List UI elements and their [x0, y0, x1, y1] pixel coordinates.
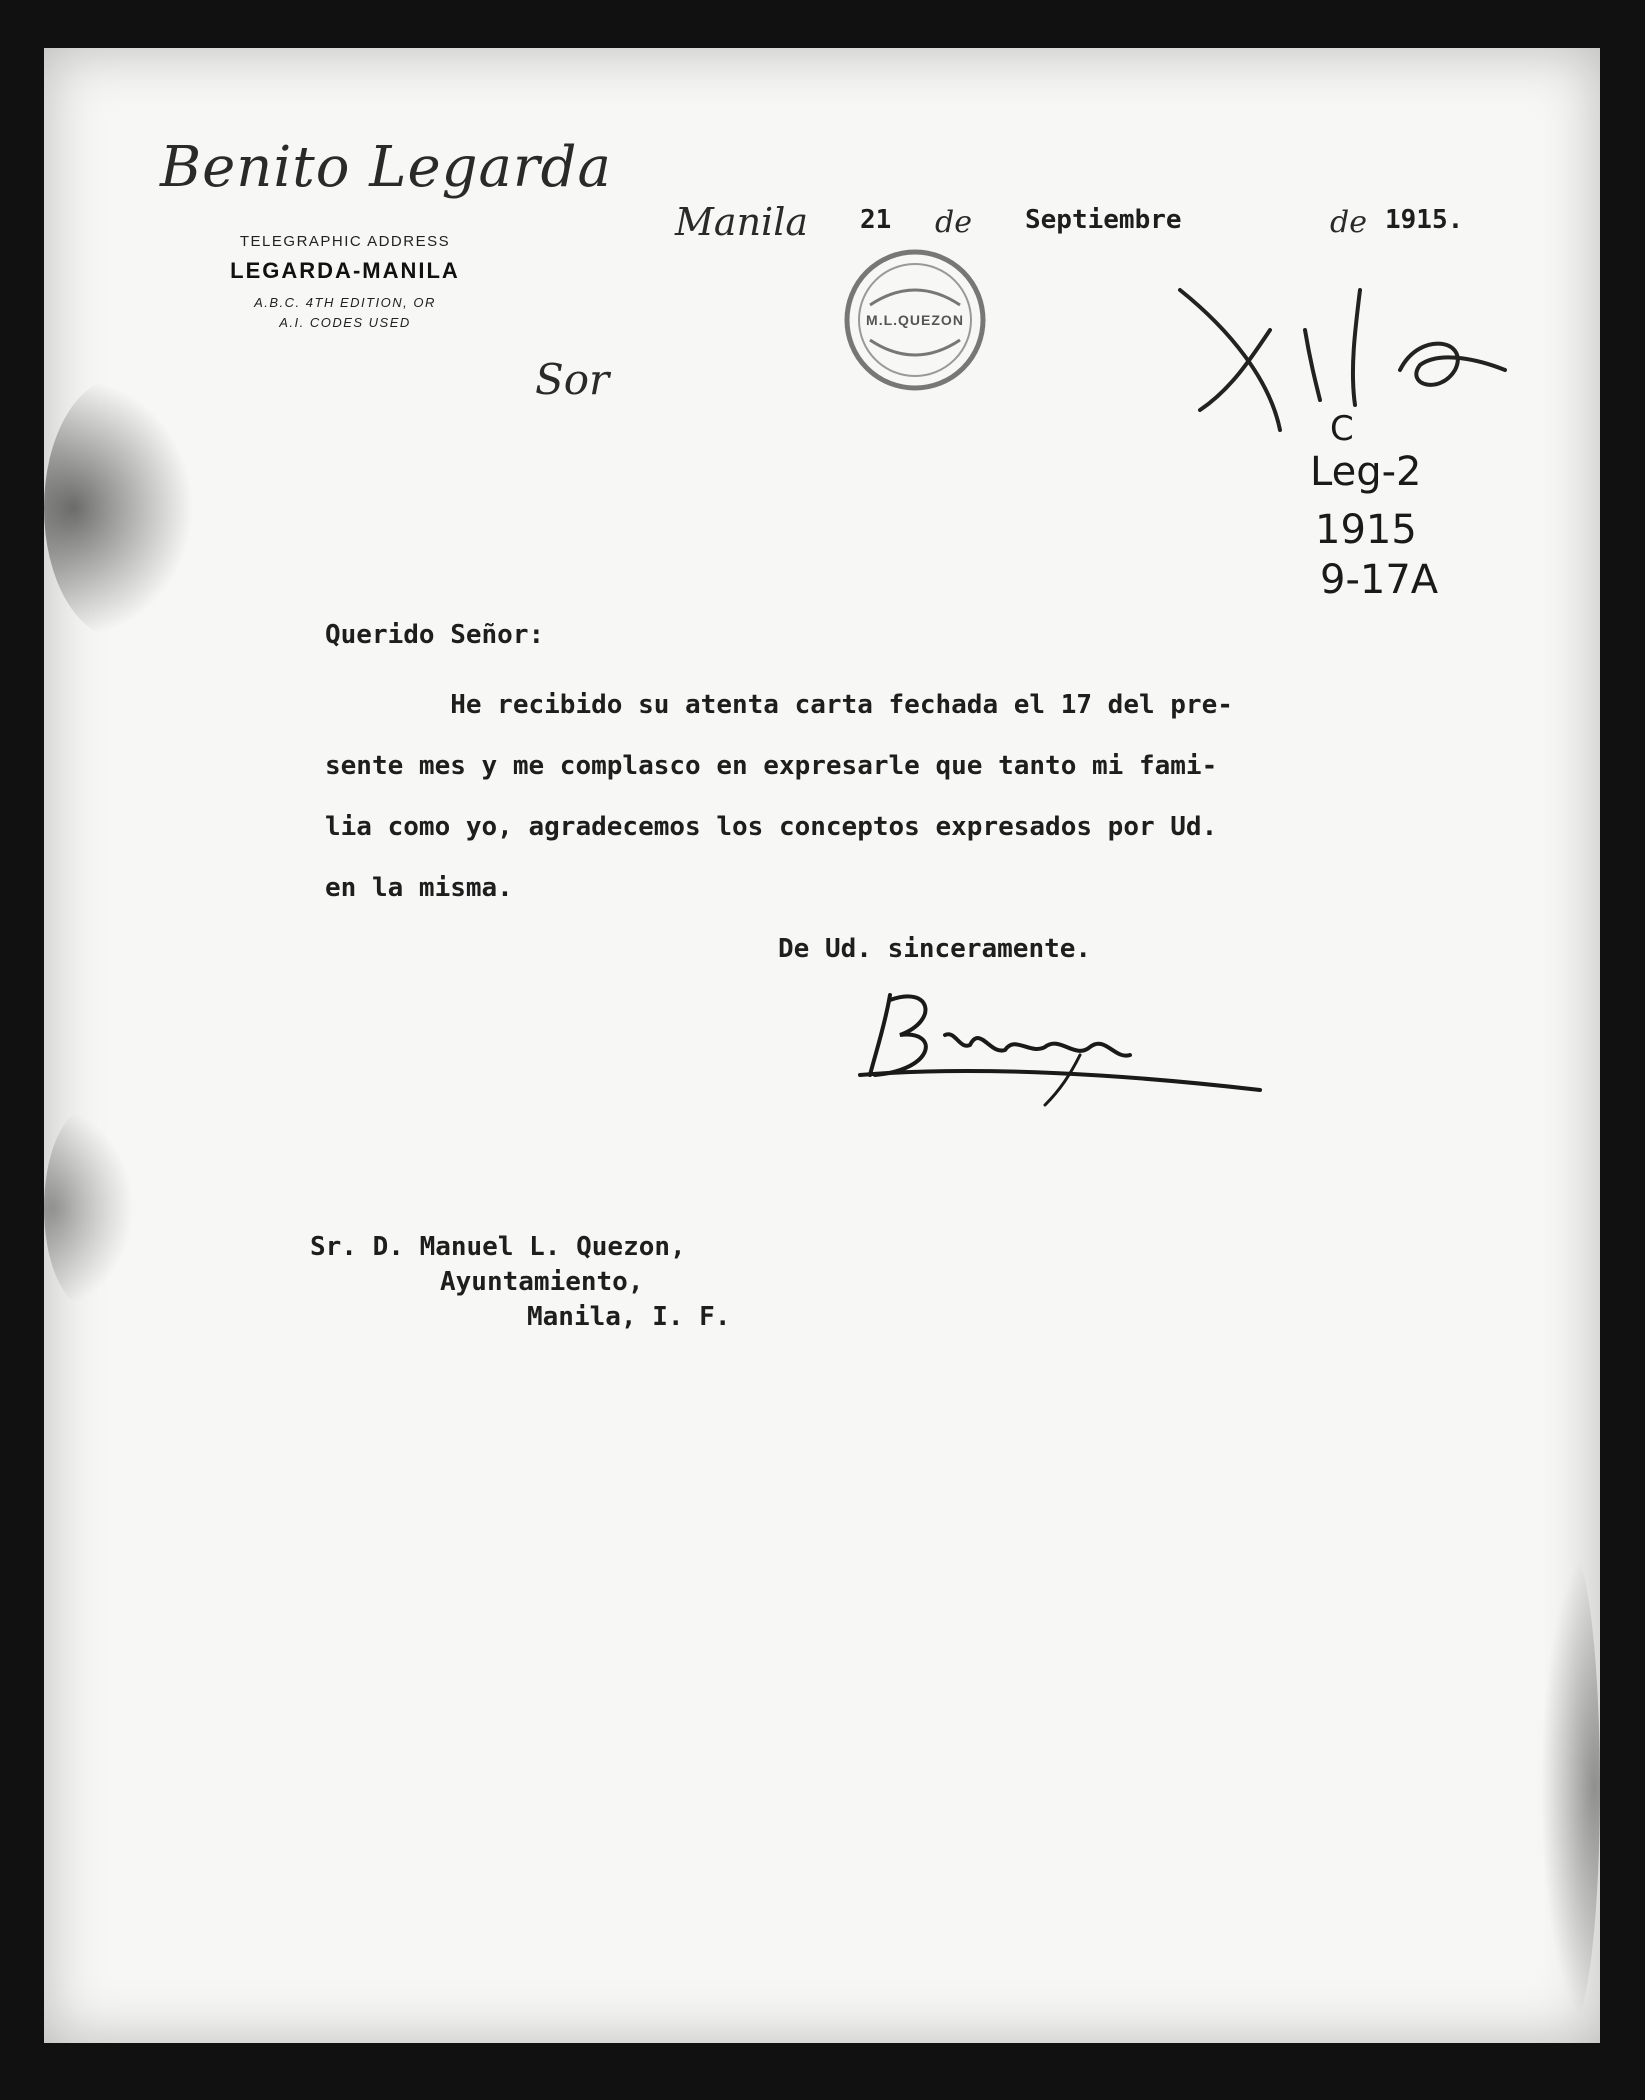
handwritten-note-2: Leg-2 — [1310, 449, 1422, 495]
dateline-day: 21 — [860, 205, 892, 235]
codes-line-1: A.B.C. 4TH EDITION, OR — [254, 295, 436, 310]
ink-smudge — [44, 378, 194, 638]
body-line-2: sente mes y me complasco en expresarle que tanto mi fami- — [325, 751, 1218, 781]
dateline-year: 1915. — [1385, 205, 1464, 235]
handwritten-note-1: C — [1330, 409, 1354, 449]
recipient-line-2: Ayuntamiento, — [440, 1267, 644, 1297]
dateline-city: Manila — [675, 200, 808, 244]
dateline-month: Septiembre — [1025, 205, 1182, 235]
archive-stamp-text: M.L.QUEZON — [866, 312, 964, 328]
telegraphic-label: TELEGRAPHIC ADDRESS — [239, 233, 451, 250]
dateline-de-1: de — [935, 205, 972, 240]
handwritten-note-4: 9-17A — [1320, 557, 1439, 603]
body-line-4: en la misma. — [325, 873, 513, 903]
sor-label: Sor — [535, 355, 610, 404]
ink-smudge — [44, 1108, 134, 1308]
closing: De Ud. sinceramente. — [778, 934, 1092, 964]
handwritten-note-3: 1915 — [1315, 507, 1417, 553]
recipient-line-1: Sr. D. Manuel L. Quezon, — [310, 1232, 686, 1262]
signature-icon — [830, 975, 1270, 1115]
body-line-1: He recibido su atenta carta fechada el 17 del pre- — [325, 690, 1233, 720]
salutation: Querido Señor: — [325, 620, 545, 650]
body-line-3: lia como yo, agradecemos los conceptos expresados por Ud. — [325, 812, 1218, 842]
telegraphic-address: LEGARDA-MANILA — [230, 258, 460, 283]
recipient-line-3: Manila, I. F. — [527, 1302, 731, 1332]
codes-line-2: A.I. CODES USED — [279, 315, 411, 330]
ink-smudge — [1540, 1548, 1600, 2028]
letterhead-name: Benito Legarda — [160, 135, 612, 200]
dateline-de-2: de — [1330, 205, 1367, 240]
